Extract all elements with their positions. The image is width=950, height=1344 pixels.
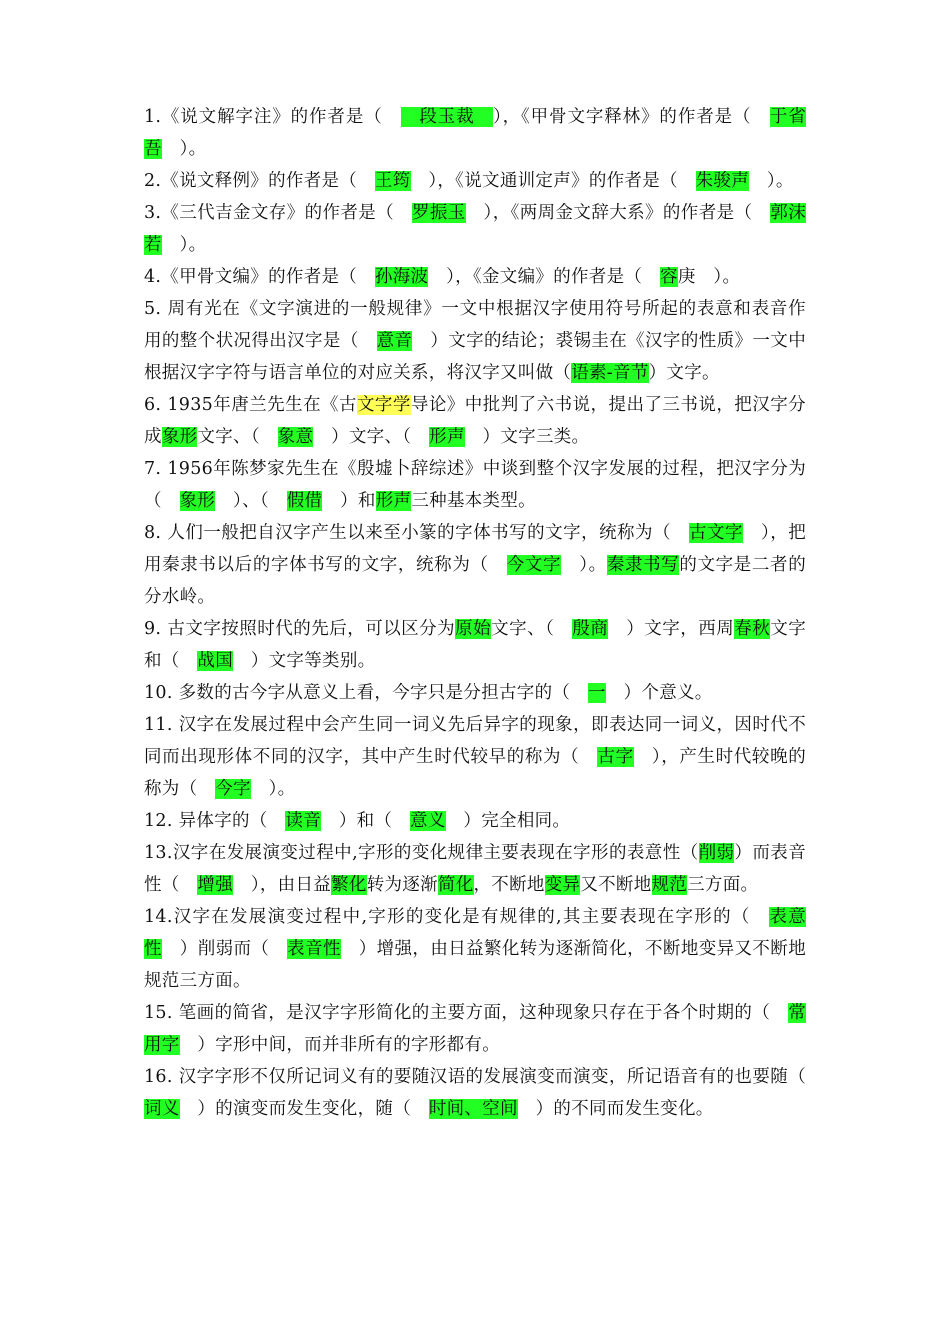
- answer-highlight: 战国: [197, 651, 234, 671]
- question-text: 9. 古文字按照时代的先后，可以区分为: [144, 619, 456, 639]
- question-text: ）文字。: [648, 363, 720, 383]
- answer-highlight: 形声: [429, 427, 465, 447]
- question-item: [144, 389, 806, 453]
- answer-highlight: 于省吾: [144, 107, 806, 159]
- answer-highlight: 繁化: [331, 875, 367, 895]
- answer-highlight: 一: [588, 683, 606, 703]
- question-text: ）、（: [215, 491, 287, 511]
- question-text: 3.《三代吉金文存》的作者是（: [144, 203, 412, 223]
- question-text: 11. 汉字在发展过程中会产生同一词义先后异字的现象，即表达同一词义，因时代不同而出现形体不同的汉字，其中产生时代较早的称为（: [144, 715, 806, 767]
- question-text: ）和（: [321, 811, 411, 831]
- answer-highlight: 规范: [651, 875, 688, 895]
- question-text: ）和: [322, 491, 376, 511]
- question-text: 文字、（: [197, 427, 278, 447]
- question-text: 文字、（: [491, 619, 573, 639]
- question-item: [144, 997, 806, 1061]
- question-text: 三方面。: [687, 875, 759, 895]
- answer-highlight: 秦隶书写: [606, 555, 680, 575]
- question-text: 12. 异体字的（: [144, 811, 286, 831]
- question-item: [144, 197, 806, 261]
- answer-highlight: 罗振玉: [411, 203, 466, 223]
- question-item: [144, 261, 806, 293]
- question-text: ）削弱而（: [161, 939, 288, 959]
- question-text: ）。: [749, 171, 794, 191]
- question-text: 1.《说文解字注》的作者是（: [144, 107, 402, 127]
- question-text: 的文字是二者的分水岭。: [144, 555, 806, 607]
- answer-highlight: 朱骏声: [695, 171, 750, 191]
- question-text: ）。: [250, 779, 296, 799]
- answer-highlight: 象意: [277, 427, 314, 447]
- answer-highlight: 今字: [215, 779, 251, 799]
- answer-highlight: 原始: [455, 619, 492, 639]
- question-text: ）文字的结论；裘锡圭在《汉字的性质》一文中根据汉字字符与语言单位的对应关系，将汉字又叫做（: [144, 331, 806, 383]
- question-text: ），《两周金文辞大系》的作者是（: [465, 203, 771, 223]
- question-text: 三种基本类型。: [411, 491, 536, 511]
- answer-highlight: 容: [660, 267, 678, 287]
- question-item: [144, 165, 806, 197]
- answer-highlight: 常用字: [144, 1003, 806, 1055]
- answer-highlight: 殷商: [572, 619, 609, 639]
- question-text: ）。: [161, 139, 207, 159]
- question-text: ）的不同而发生变化。: [517, 1099, 714, 1119]
- question-text: ）文字、（: [313, 427, 430, 447]
- question-item: [144, 709, 806, 805]
- question-text: 13.汉字在发展演变过程中,字形的变化规律主要表现在字形的表意性（: [144, 843, 699, 863]
- answer-highlight: 形声: [375, 491, 412, 511]
- question-text: 转为逐渐: [366, 875, 438, 895]
- question-text: ），《金文编》的作者是（: [428, 267, 661, 287]
- question-item: [144, 677, 806, 709]
- answer-highlight: 古字: [597, 747, 634, 767]
- note-highlight: 文字学: [356, 395, 411, 415]
- answer-highlight: 读音: [285, 811, 322, 831]
- answer-highlight: 意音: [376, 331, 413, 351]
- question-text: 15. 笔画的简省，是汉字字形简化的主要方面，这种现象只存在于各个时期的（: [144, 1003, 789, 1023]
- question-item: [144, 805, 806, 837]
- question-text: ）完全相同。: [445, 811, 571, 831]
- question-text: ），产生时代较晚的称为（: [144, 747, 807, 799]
- question-text: 4.《甲骨文编》的作者是（: [144, 267, 375, 287]
- answer-highlight: 表意性: [144, 907, 806, 959]
- question-text: ），《甲骨文字释林》的作者是（: [492, 107, 770, 127]
- question-text: 导论》中批判了六书说，提出了三书说，把汉字分成: [144, 395, 806, 447]
- answer-highlight: 削弱: [698, 843, 735, 863]
- question-text: 5. 周有光在《文字演进的一般规律》一文中根据汉字使用符号所起的表意和表音作用的整个状况得出汉字是（: [144, 299, 806, 351]
- question-text: ）文字三类。: [464, 427, 590, 447]
- question-text: 10. 多数的古今字从意义上看，今字只是分担古字的（: [144, 683, 588, 703]
- question-item: [144, 453, 806, 517]
- answer-highlight: 时间、空间: [428, 1099, 518, 1119]
- question-text: 14.汉字在发展演变过程中,字形的变化是有规律的,其主要表现在字形的（: [144, 907, 770, 927]
- question-item: [144, 517, 806, 613]
- question-text: 6. 1935年唐兰先生在《古: [144, 395, 357, 415]
- question-item: [144, 901, 806, 997]
- question-text: ）字形中间，而并非所有的字形都有。: [179, 1035, 501, 1055]
- question-text: ）文字等类别。: [233, 651, 376, 671]
- question-text: 文字和（: [144, 619, 806, 671]
- answer-highlight: 孙海波: [374, 267, 429, 287]
- answer-highlight: 表音性: [287, 939, 341, 959]
- question-text: 庚 ）。: [677, 267, 741, 287]
- answer-highlight: 象形: [179, 491, 216, 511]
- question-text: ）个意义。: [605, 683, 713, 703]
- question-text: ）增强，由日益繁化转为逐渐简化，不断地变异又不断地规范三方面。: [144, 939, 806, 991]
- question-text: ）。: [561, 555, 607, 575]
- answer-highlight: 变异: [544, 875, 581, 895]
- answer-highlight: 象形: [161, 427, 198, 447]
- question-text: 又不断地: [580, 875, 652, 895]
- answer-highlight: 词义: [144, 1099, 180, 1119]
- question-text: 16. 汉字字形不仅所记词义有的要随汉语的发展演变而演变，所记语音有的也要随（: [144, 1067, 824, 1087]
- question-text: ）的演变而发生变化，随（: [179, 1099, 429, 1119]
- question-text: ）文字，西周: [608, 619, 735, 639]
- question-item: [144, 837, 806, 901]
- answer-highlight: 简化: [437, 875, 474, 895]
- question-text: 8. 人们一般把自汉字产生以来至小篆的字体书写的文字，统称为（: [144, 523, 690, 543]
- question-text: ），《说文通训定声》的作者是（: [410, 171, 696, 191]
- question-text: ）而表音性（: [144, 843, 806, 895]
- answer-highlight: 意义: [410, 811, 446, 831]
- question-item: [144, 1061, 824, 1125]
- answer-highlight: 古文字: [689, 523, 743, 543]
- question-text: 2.《说文释例》的作者是（: [144, 171, 375, 191]
- question-text: ），由日益: [233, 875, 332, 895]
- answer-highlight: 假借: [286, 491, 323, 511]
- answer-highlight: 增强: [197, 875, 234, 895]
- question-text: ），把用秦隶书以后的字体书写的文字，统称为（: [144, 523, 806, 575]
- answer-highlight: 今文字: [506, 555, 562, 575]
- question-text: ）。: [161, 235, 207, 255]
- question-text: ，不断地: [473, 875, 545, 895]
- answer-highlight: 段玉裁: [401, 107, 493, 127]
- answer-highlight: 语素-音节: [571, 363, 649, 383]
- question-item: [144, 613, 806, 677]
- answer-highlight: 春秋: [734, 619, 771, 639]
- question-item: [144, 293, 806, 389]
- question-text: 7. 1956年陈梦家先生在《殷墟卜辞综述》中谈到整个汉字发展的过程，把汉字分为（: [144, 459, 806, 511]
- question-list: [144, 101, 824, 1125]
- answer-highlight: 郭沫若: [144, 203, 806, 255]
- question-item: [144, 101, 806, 165]
- answer-highlight: 王筠: [374, 171, 411, 191]
